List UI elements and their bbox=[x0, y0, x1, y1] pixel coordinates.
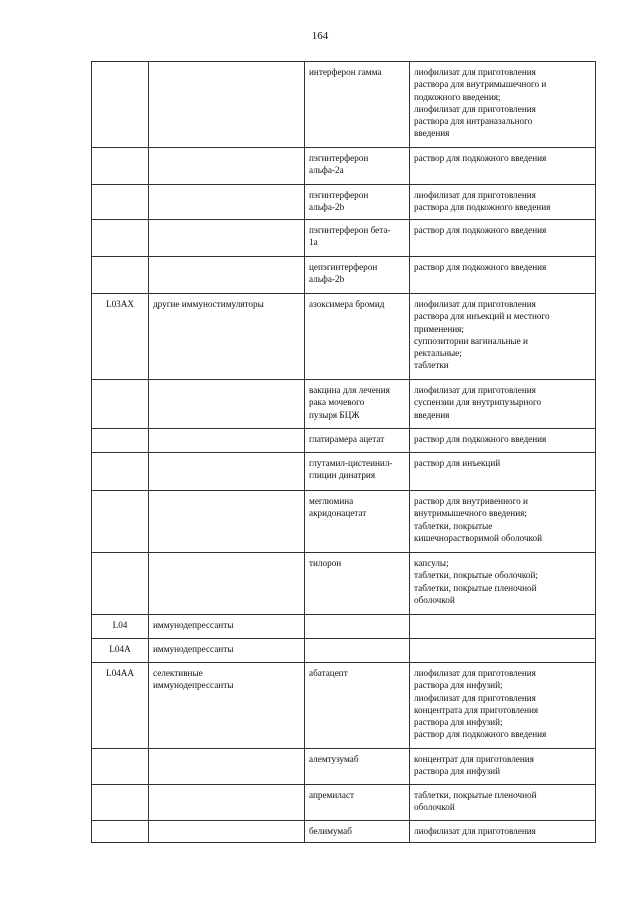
dosage-forms-line: применения; bbox=[414, 323, 464, 334]
dosage-forms-cell bbox=[410, 257, 596, 294]
drug-name-line: глицин динатрия bbox=[309, 470, 376, 481]
dosage-forms-cell bbox=[410, 429, 596, 453]
table-row bbox=[92, 615, 596, 639]
drug-name-cell bbox=[305, 380, 410, 429]
dosage-forms-line: раствора для инфузий; bbox=[414, 717, 503, 728]
table-row bbox=[92, 491, 596, 553]
dosage-forms-line: таблетки, покрытые пленочной bbox=[414, 582, 537, 593]
table-row bbox=[92, 148, 596, 185]
drug-name-line: рака мочевого bbox=[309, 397, 365, 408]
table-row bbox=[92, 429, 596, 453]
dosage-forms-line: раствора для внутримышечного и bbox=[414, 79, 547, 90]
atc-code-cell bbox=[92, 491, 149, 553]
group-name-line: селективные bbox=[153, 668, 203, 678]
atc-code-cell bbox=[92, 380, 149, 429]
table-row bbox=[92, 62, 596, 148]
dosage-forms-line: оболочкой bbox=[414, 802, 455, 813]
dosage-forms-line: введения bbox=[414, 409, 450, 420]
dosage-forms-line: раствор для внутривенного и bbox=[414, 496, 528, 506]
group-name-cell bbox=[149, 185, 305, 220]
drug-name-line: интерферон гамма bbox=[309, 67, 382, 77]
dosage-forms-cell bbox=[410, 62, 596, 148]
drug-name-line: пэгинтерферон bbox=[309, 190, 369, 200]
group-name-cell bbox=[149, 491, 305, 553]
drug-name-line: глатирамера ацетат bbox=[309, 434, 385, 444]
atc-code-cell: L03AX bbox=[92, 294, 149, 380]
dosage-forms-cell bbox=[410, 453, 596, 491]
atc-code-cell bbox=[92, 821, 149, 843]
drug-name-line: тилорон bbox=[309, 558, 342, 568]
drug-name-line: алемтузумаб bbox=[309, 754, 359, 764]
dosage-forms-line: подкожного введения; bbox=[414, 91, 501, 102]
drug-name-line: апремиласт bbox=[309, 790, 355, 800]
atc-code-cell bbox=[92, 220, 149, 257]
dosage-forms-line: кишечнорастворимой оболочкой bbox=[414, 532, 543, 543]
drug-name-line: пэгинтерферон бета- bbox=[309, 225, 391, 235]
drug-name-line: вакцина для лечения bbox=[309, 385, 390, 395]
atc-code-cell: L04A bbox=[92, 639, 149, 663]
dosage-forms-line: таблетки, покрытые пленочной bbox=[414, 790, 537, 800]
dosage-forms-line: раствор для инъекций bbox=[414, 458, 501, 468]
drug-name-cell bbox=[305, 62, 410, 148]
drug-name-line: 1a bbox=[309, 237, 318, 248]
dosage-forms-line: лиофилизат для приготовления bbox=[414, 385, 536, 395]
dosage-forms-line: внутримышечного введения; bbox=[414, 508, 527, 519]
table-row bbox=[92, 220, 596, 257]
dosage-forms-cell bbox=[410, 785, 596, 821]
dosage-forms-line: раствор для подкожного введения bbox=[414, 262, 547, 272]
medication-table-body bbox=[92, 62, 596, 843]
dosage-forms-line: раствор для подкожного введения bbox=[414, 434, 547, 444]
dosage-forms-line: раствора для инъекций и местного bbox=[414, 311, 550, 322]
dosage-forms-line: ректальные; bbox=[414, 348, 462, 359]
drug-name-line: альфа-2b bbox=[309, 202, 345, 213]
dosage-forms-line: лиофилизат для приготовления bbox=[414, 190, 536, 200]
dosage-forms-line: лиофилизат для приготовления bbox=[414, 299, 536, 309]
dosage-forms-line: таблетки bbox=[414, 360, 449, 371]
group-name-cell bbox=[149, 749, 305, 785]
group-name-cell bbox=[149, 663, 305, 749]
table-row bbox=[92, 380, 596, 429]
atc-code-cell bbox=[92, 257, 149, 294]
group-name-cell bbox=[149, 785, 305, 821]
dosage-forms-line: раствор для подкожного введения bbox=[414, 729, 547, 740]
drug-name-cell bbox=[305, 491, 410, 553]
drug-name-line: белимумаб bbox=[309, 826, 352, 836]
group-name-cell bbox=[149, 294, 305, 380]
table-row bbox=[92, 749, 596, 785]
dosage-forms-line: лиофилизат для приготовления bbox=[414, 67, 536, 77]
dosage-forms-line: раствор для подкожного введения bbox=[414, 153, 547, 163]
drug-name-cell bbox=[305, 553, 410, 615]
dosage-forms-line: лиофилизат для приготовления bbox=[414, 668, 536, 678]
atc-code-cell bbox=[92, 148, 149, 185]
atc-code-cell bbox=[92, 185, 149, 220]
group-name-cell bbox=[149, 62, 305, 148]
dosage-forms-cell bbox=[410, 148, 596, 185]
group-name-cell bbox=[149, 453, 305, 491]
drug-name-line: альфа-2a bbox=[309, 165, 344, 176]
atc-code-cell bbox=[92, 553, 149, 615]
atc-code-cell bbox=[92, 62, 149, 148]
table-row bbox=[92, 663, 596, 749]
medication-table bbox=[91, 61, 596, 843]
dosage-forms-line: раствора для инфузий bbox=[414, 766, 500, 777]
dosage-forms-line: концентрата для приготовления bbox=[414, 704, 539, 715]
table-row bbox=[92, 453, 596, 491]
drug-name-cell bbox=[305, 257, 410, 294]
dosage-forms-cell bbox=[410, 663, 596, 749]
group-name-cell bbox=[149, 615, 305, 639]
drug-name-line: цепэгинтерферон bbox=[309, 262, 378, 272]
dosage-forms-cell bbox=[410, 294, 596, 380]
dosage-forms-line: концентрат для приготовления bbox=[414, 754, 534, 764]
atc-code-cell bbox=[92, 429, 149, 453]
drug-name-line: меглюмина bbox=[309, 496, 354, 506]
atc-code-cell bbox=[92, 453, 149, 491]
dosage-forms-line: лиофилизат для приготовления bbox=[414, 103, 536, 114]
dosage-forms-cell bbox=[410, 639, 596, 663]
drug-name-cell bbox=[305, 785, 410, 821]
drug-name-cell bbox=[305, 749, 410, 785]
drug-name-cell bbox=[305, 220, 410, 257]
dosage-forms-line: таблетки, покрытые bbox=[414, 520, 493, 531]
drug-name-cell bbox=[305, 639, 410, 663]
drug-name-cell bbox=[305, 453, 410, 491]
dosage-forms-line: суппозитории вагинальные и bbox=[414, 335, 528, 346]
dosage-forms-line: оболочкой bbox=[414, 594, 455, 605]
drug-name-line: альфа-2b bbox=[309, 274, 345, 285]
drug-name-cell bbox=[305, 615, 410, 639]
table-row bbox=[92, 785, 596, 821]
drug-name-line: акридонацетат bbox=[309, 508, 367, 519]
drug-name-cell bbox=[305, 185, 410, 220]
dosage-forms-line: введения bbox=[414, 128, 450, 139]
group-name-cell bbox=[149, 220, 305, 257]
group-name-cell bbox=[149, 257, 305, 294]
table-row bbox=[92, 294, 596, 380]
table-row bbox=[92, 185, 596, 220]
dosage-forms-cell bbox=[410, 380, 596, 429]
group-name-line: иммунодепрессанты bbox=[153, 644, 234, 654]
dosage-forms-cell bbox=[410, 185, 596, 220]
dosage-forms-cell bbox=[410, 821, 596, 843]
group-name-cell bbox=[149, 148, 305, 185]
dosage-forms-cell bbox=[410, 220, 596, 257]
group-name-cell bbox=[149, 821, 305, 843]
drug-name-cell bbox=[305, 429, 410, 453]
group-name-cell bbox=[149, 639, 305, 663]
group-name-line: иммунодепрессанты bbox=[153, 680, 234, 691]
group-name-cell bbox=[149, 553, 305, 615]
dosage-forms-line: раствора для интраназального bbox=[414, 116, 533, 127]
drug-name-line: азоксимера бромид bbox=[309, 299, 385, 309]
atc-code-cell: L04 bbox=[92, 615, 149, 639]
drug-name-line: абатацепт bbox=[309, 668, 348, 678]
dosage-forms-line: капсулы; bbox=[414, 558, 449, 568]
table-row bbox=[92, 553, 596, 615]
table-row bbox=[92, 639, 596, 663]
dosage-forms-line: раствора для подкожного введения bbox=[414, 202, 551, 213]
drug-name-cell bbox=[305, 663, 410, 749]
dosage-forms-line: суспензии для внутрипузырного bbox=[414, 397, 542, 408]
group-name-line: иммунодепрессанты bbox=[153, 620, 234, 630]
drug-name-line: пузыря БЦЖ bbox=[309, 409, 360, 420]
dosage-forms-cell bbox=[410, 491, 596, 553]
atc-code-cell bbox=[92, 785, 149, 821]
group-name-cell bbox=[149, 380, 305, 429]
drug-name-line: глутамил-цистеинил- bbox=[309, 458, 393, 468]
dosage-forms-line: лиофилизат для приготовления bbox=[414, 826, 536, 836]
atc-code-cell: L04AA bbox=[92, 663, 149, 749]
dosage-forms-line: раствора для инфузий; bbox=[414, 680, 503, 691]
group-name-cell bbox=[149, 429, 305, 453]
dosage-forms-cell bbox=[410, 749, 596, 785]
table-row bbox=[92, 821, 596, 843]
dosage-forms-line: таблетки, покрытые оболочкой; bbox=[414, 570, 538, 581]
drug-name-cell bbox=[305, 294, 410, 380]
drug-name-cell bbox=[305, 821, 410, 843]
group-name-line: другие иммуностимуляторы bbox=[153, 299, 264, 309]
drug-name-cell bbox=[305, 148, 410, 185]
drug-name-line: пэгинтерферон bbox=[309, 153, 369, 163]
dosage-forms-cell bbox=[410, 553, 596, 615]
dosage-forms-line: лиофилизат для приготовления bbox=[414, 692, 536, 703]
dosage-forms-cell bbox=[410, 615, 596, 639]
atc-code-cell bbox=[92, 749, 149, 785]
dosage-forms-line: раствор для подкожного введения bbox=[414, 225, 547, 235]
page-number: 164 bbox=[311, 30, 329, 42]
table-row bbox=[92, 257, 596, 294]
